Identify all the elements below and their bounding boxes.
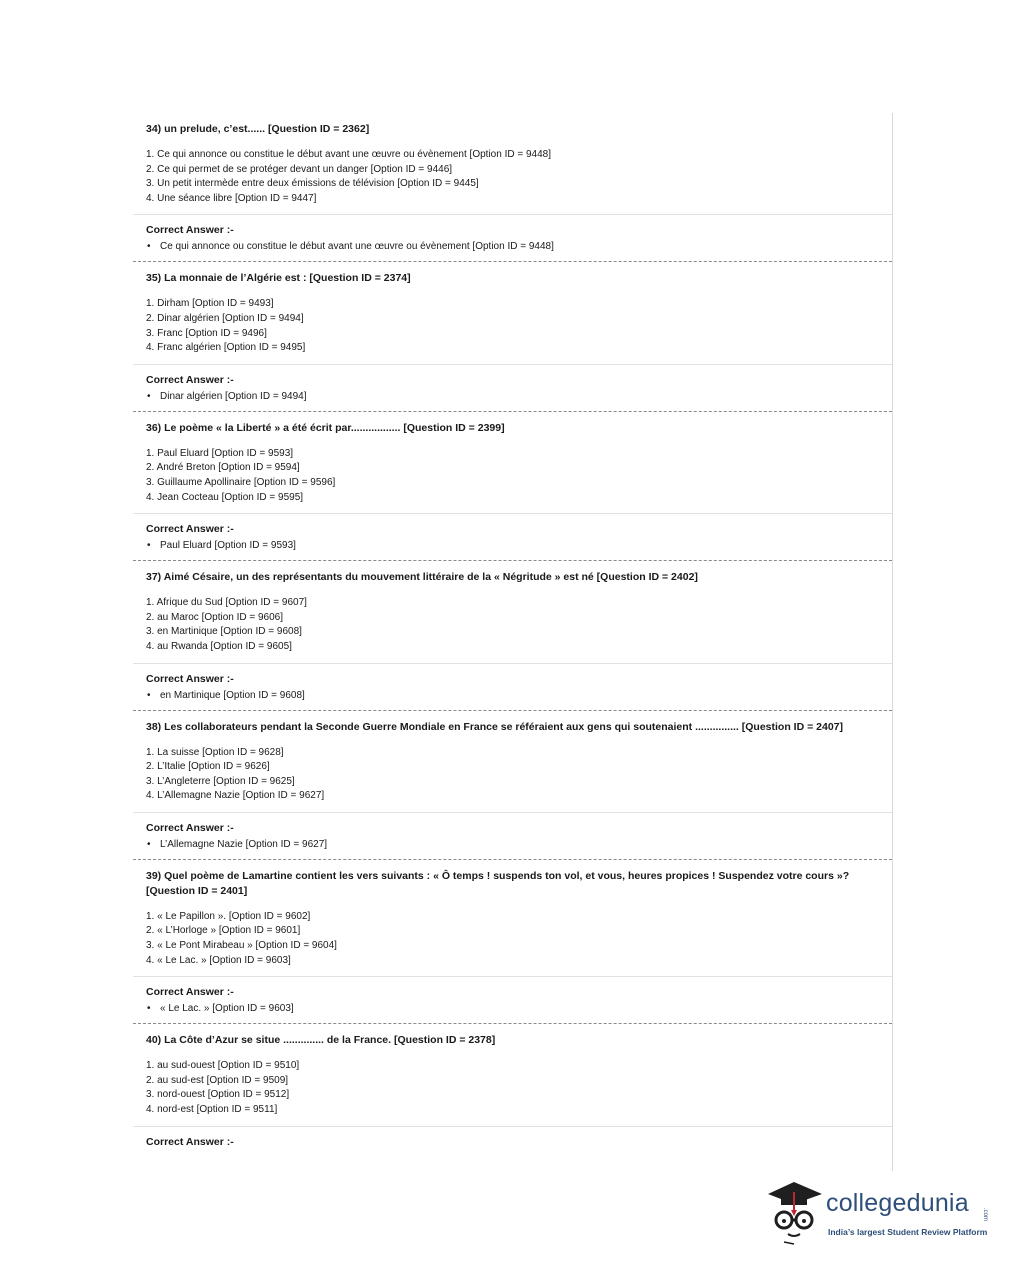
correct-answer-value: • Dinar algérien [Option ID = 9494] — [146, 390, 878, 404]
option-item: 4. « Le Lac. » [Option ID = 9603] — [146, 954, 291, 966]
question-block — [133, 711, 892, 860]
option-item: 3. Franc [Option ID = 9496] — [146, 327, 267, 339]
correct-answer-label: Correct Answer :- — [146, 672, 234, 685]
question-sheet — [133, 113, 893, 1171]
brand-name: collegedunia — [826, 1189, 969, 1217]
question-header: 38) Les collaborateurs pendant la Seconde Guerre Mondiale en France se référaient aux gens qui soutenaient ............... [Question ID = 2407] — [146, 720, 843, 733]
option-item: 2. au Maroc [Option ID = 9606] — [146, 611, 284, 623]
correct-answer-section — [133, 215, 892, 261]
correct-answer-label: Correct Answer :- — [146, 986, 234, 999]
option-item: 3. Guillaume Apollinaire [Option ID = 9596] — [146, 476, 336, 488]
option-item: 4. Jean Cocteau [Option ID = 9595] — [146, 491, 304, 503]
option-item: 1. Ce qui annonce ou constitue le début avant une œuvre ou évènement [Option ID = 9448] — [146, 149, 551, 160]
brand-suffix: .com — [982, 1208, 988, 1222]
question-block — [133, 1024, 892, 1156]
option-item: 1. Afrique du Sud [Option ID = 9607] — [146, 597, 307, 609]
option-item: 3. Un petit intermède entre deux émissions de télévision [Option ID = 9445] — [146, 178, 479, 190]
correct-answer-section — [133, 664, 892, 710]
correct-answer-label: Correct Answer :- — [146, 821, 234, 834]
correct-answer-section — [133, 977, 892, 1023]
brand-tagline: India’s largest Student Review Platform — [828, 1227, 988, 1237]
option-item: 1. Dirham [Option ID = 9493] — [146, 298, 274, 310]
correct-answer-label: Correct Answer :- — [146, 373, 234, 386]
option-item: 4. Une séance libre [Option ID = 9447] — [146, 192, 317, 204]
chin-mark — [784, 1242, 794, 1244]
option-item: 3. en Martinique [Option ID = 9608] — [146, 626, 302, 638]
option-item: 1. La suisse [Option ID = 9628] — [146, 746, 284, 758]
option-item: 3. L’Angleterre [Option ID = 9625] — [146, 775, 295, 787]
question-header: 34) un prelude, c’est...... [Question ID = 2362] — [146, 123, 370, 135]
correct-answer-label: Correct Answer :- — [146, 523, 234, 536]
correct-answer-label: Correct Answer :- — [146, 1135, 234, 1148]
question-header: 35) La monnaie de l’Algérie est : [Question ID = 2374] — [146, 272, 411, 285]
option-item: 1. au sud-ouest [Option ID = 9510] — [146, 1060, 300, 1072]
question-header: 39) Quel poème de Lamartine contient les vers suivants : « Ô temps ! suspends ton vol, et vous, heures propices ! Suspendez votre cours »? [Question ID = 2401] — [146, 869, 850, 897]
option-item: 2. André Breton [Option ID = 9594] — [146, 462, 300, 474]
options-list — [133, 735, 892, 813]
option-item: 2. Ce qui permet de se protéger devant un danger [Option ID = 9446] — [146, 163, 453, 175]
correct-answer-value: • en Martinique [Option ID = 9608] — [146, 689, 878, 703]
correct-answer-section — [133, 1127, 892, 1157]
option-item: 4. Franc algérien [Option ID = 9495] — [146, 342, 306, 354]
options-list — [133, 585, 892, 663]
question-block — [133, 412, 892, 561]
correct-answer-label: Correct Answer :- — [146, 224, 234, 237]
option-item: 4. au Rwanda [Option ID = 9605] — [146, 640, 292, 652]
options-list — [133, 137, 892, 215]
question-block — [133, 561, 892, 710]
correct-answer-value: • L’Allemagne Nazie [Option ID = 9627] — [146, 838, 878, 852]
correct-answer-section — [133, 514, 892, 560]
option-item: 1. « Le Papillon ». [Option ID = 9602] — [146, 910, 311, 922]
question-header: 36) Le poème « la Liberté » a été écrit par................. [Question ID = 2399] — [146, 421, 505, 434]
correct-answer-value: • Paul Eluard [Option ID = 9593] — [146, 539, 878, 553]
question-header: 40) La Côte d’Azur se situe .............. de la France. [Question ID = 2378] — [146, 1034, 496, 1047]
option-item: 1. Paul Eluard [Option ID = 9593] — [146, 447, 294, 459]
options-list — [133, 286, 892, 364]
correct-answer-section — [133, 813, 892, 859]
option-item: 2. « L’Horloge » [Option ID = 9601] — [146, 925, 301, 937]
question-block — [133, 113, 892, 262]
option-item: 2. Dinar algérien [Option ID = 9494] — [146, 312, 304, 324]
options-list — [133, 436, 892, 514]
correct-answer-section — [133, 365, 892, 411]
option-item: 2. au sud-est [Option ID = 9509] — [146, 1074, 289, 1086]
option-item: 3. « Le Pont Mirabeau » [Option ID = 9604] — [146, 940, 337, 952]
eye-left — [782, 1219, 786, 1223]
correct-answer-value: • « Le Lac. » [Option ID = 9603] — [146, 1002, 878, 1016]
question-block — [133, 262, 892, 411]
correct-answer-value: • Ce qui annonce ou constitue le début avant une œuvre ou évènement [Option ID = 9448] — [146, 240, 878, 254]
option-item: 2. L’Italie [Option ID = 9626] — [146, 761, 270, 773]
question-block — [133, 860, 892, 1024]
options-list — [133, 899, 892, 977]
question-header: 37) Aimé Césaire, un des représentants du mouvement littéraire de la « Négritude » est né [Question ID = 2402] — [146, 571, 698, 584]
eye-right — [802, 1219, 806, 1223]
options-list — [133, 1048, 892, 1126]
smile-icon — [788, 1234, 800, 1236]
option-item: 4. nord-est [Option ID = 9511] — [146, 1104, 278, 1116]
option-item: 4. L’Allemagne Nazie [Option ID = 9627] — [146, 790, 325, 802]
option-item: 3. nord-ouest [Option ID = 9512] — [146, 1089, 290, 1101]
